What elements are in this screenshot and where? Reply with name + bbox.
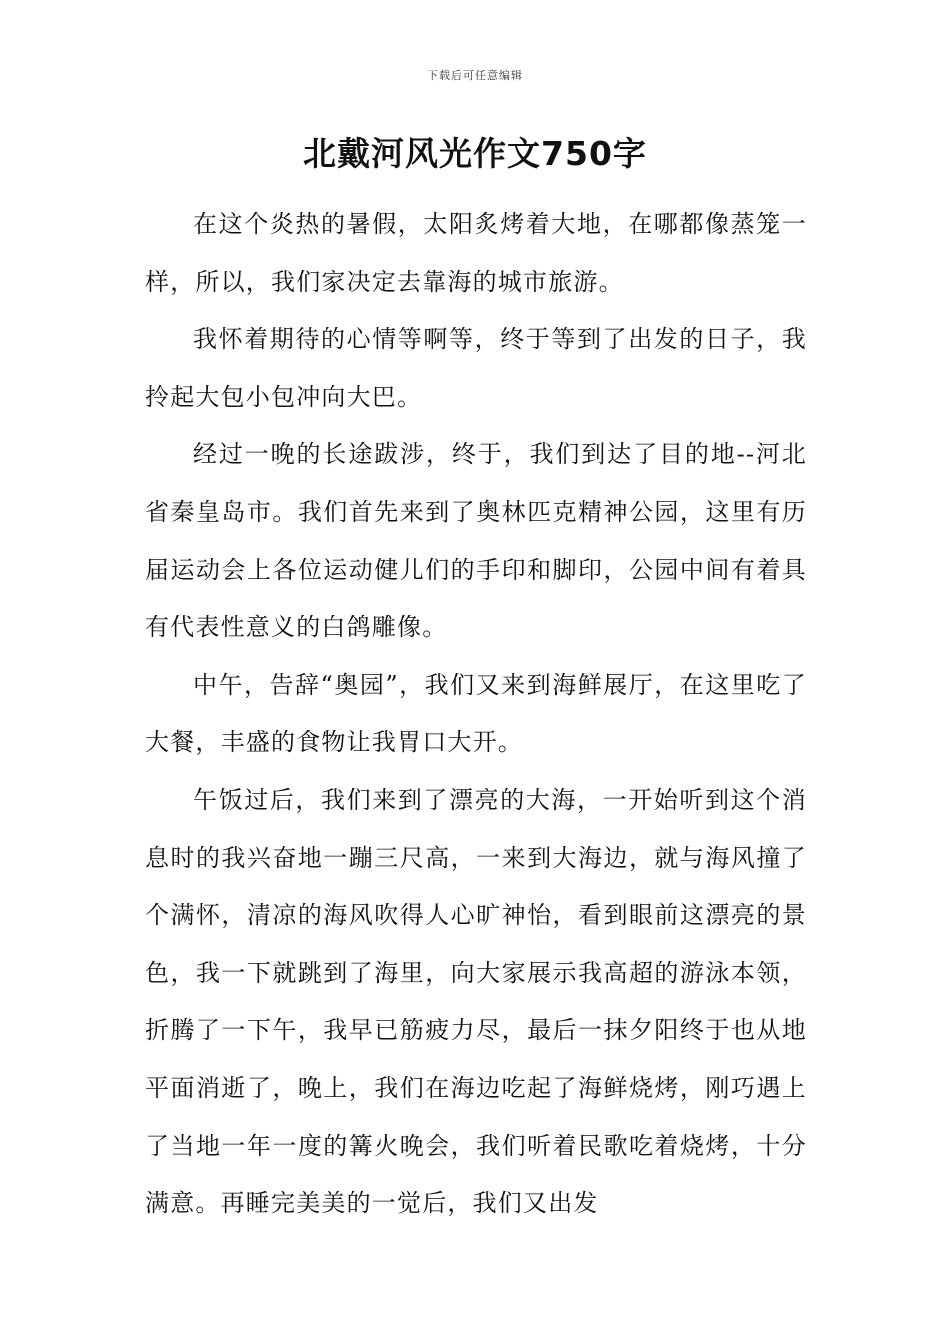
paragraph-5: 午饭过后，我们来到了漂亮的大海，一开始听到这个消息时的我兴奋地一蹦三尺高，一来到大海边，就与海风撞了个满怀，清凉的海风吹得人心旷神怡，看到眼前这漂亮的景色，我一下就跳到了海里，向大家展示我高超的游泳本领，折腾了一下午，我早已筋疲力尽，最后一抹夕阳终于也从地平面消逝了，晚上，我们在海边吃起了海鲜烧烤，刚巧遇上了当地一年一度的篝火晚会，我们听着民歌吃着烧烤，十分满意。再睡完美美的一觉后，我们又出发 <box>145 785 807 1218</box>
paragraph-3: 经过一晚的长途跋涉，终于，我们到达了目的地--河北省秦皇岛市。我们首先来到了奥林匹克精神公园，这里有历届运动会上各位运动健儿们的手印和脚印，公园中间有着具有代表性意义的白鸽雕像。 <box>145 440 807 642</box>
article-body <box>145 196 807 1233</box>
header-note: 下载后可任意编辑 <box>427 69 523 82</box>
page-title: 北戴河风光作文750字 <box>303 134 647 173</box>
paragraph-1: 在这个炎热的暑假，太阳炙烤着大地，在哪都像蒸笼一样，所以，我们家决定去靠海的城市旅游。 <box>145 210 807 296</box>
paragraph-4: 中午，告辞“奥园”，我们又来到海鲜展厅，在这里吃了大餐，丰盛的食物让我胃口大开。 <box>145 670 807 757</box>
paragraph-2: 我怀着期待的心情等啊等，终于等到了出发的日子，我拎起大包小包冲向大巴。 <box>145 325 807 411</box>
